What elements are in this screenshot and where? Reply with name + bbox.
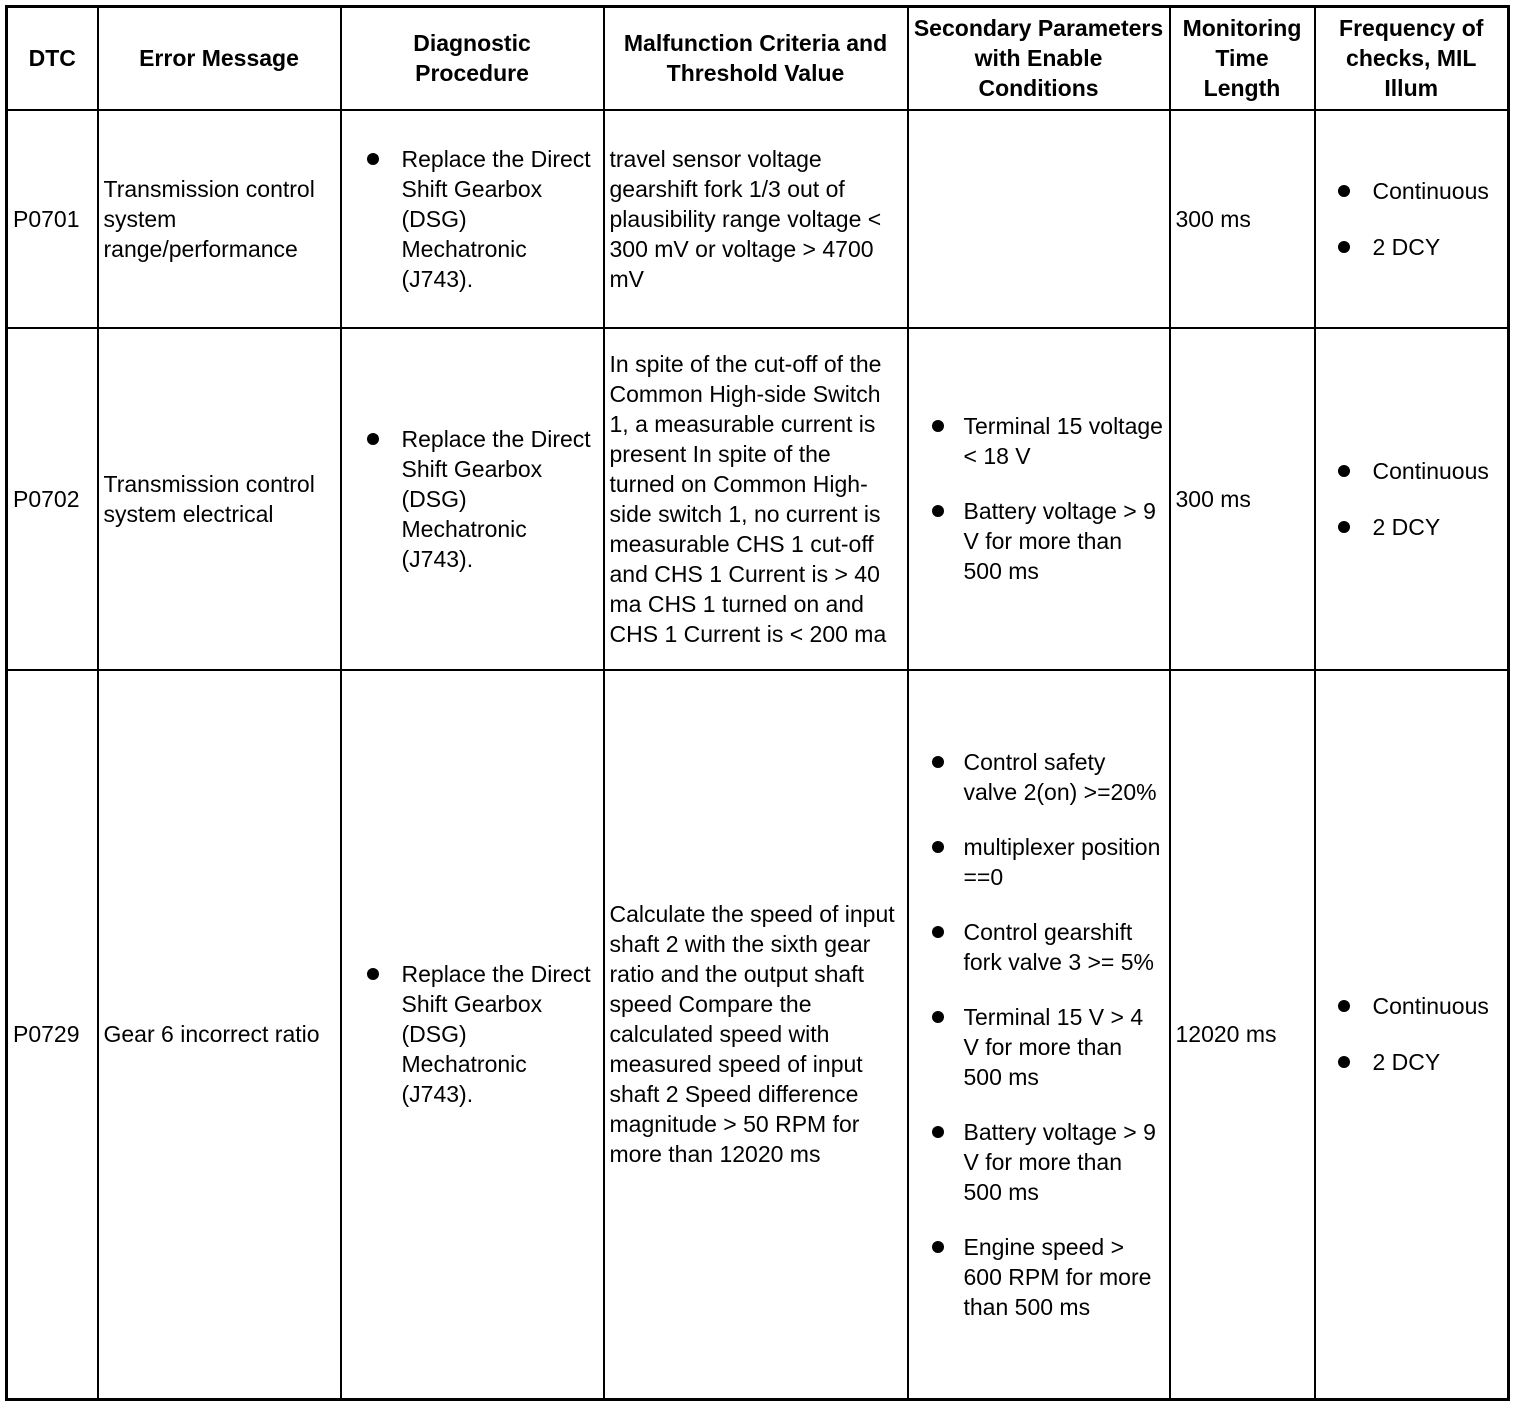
header-monitoring-time: Monitoring Time Length bbox=[1170, 7, 1315, 110]
procedure-item: Replace the Direct Shift Gearbox (DSG) Mechatronic (J743). bbox=[347, 424, 598, 574]
frequency-list bbox=[1321, 456, 1503, 542]
header-error-message: Error Message bbox=[98, 7, 341, 110]
secondary-parameters-cell bbox=[908, 110, 1170, 328]
dtc-code: P0729 bbox=[7, 670, 98, 1400]
frequency-list bbox=[1321, 176, 1503, 262]
monitoring-time: 12020 ms bbox=[1170, 670, 1315, 1400]
error-message: Gear 6 incorrect ratio bbox=[98, 670, 341, 1400]
procedure-list bbox=[347, 424, 598, 574]
dtc-code: P0702 bbox=[7, 328, 98, 670]
secondary-item: Control safety valve 2(on) >=20% bbox=[914, 747, 1164, 807]
table-row bbox=[7, 110, 1509, 328]
table-row bbox=[7, 670, 1509, 1400]
header-row bbox=[7, 7, 1509, 110]
diagnostic-procedure-cell bbox=[341, 670, 604, 1400]
frequency-cell bbox=[1315, 670, 1509, 1400]
header-frequency: Frequency of checks, MIL Illum bbox=[1315, 7, 1509, 110]
secondary-item: Battery voltage > 9 V for more than 500 ms bbox=[914, 496, 1164, 586]
procedure-list bbox=[347, 959, 598, 1109]
header-secondary-parameters: Secondary Parameters with Enable Conditions bbox=[908, 7, 1170, 110]
frequency-item: Continuous bbox=[1321, 456, 1503, 486]
secondary-item: multiplexer position ==0 bbox=[914, 832, 1164, 892]
frequency-cell bbox=[1315, 328, 1509, 670]
procedure-item: Replace the Direct Shift Gearbox (DSG) Mechatronic (J743). bbox=[347, 959, 598, 1109]
header-malfunction-criteria: Malfunction Criteria and Threshold Value bbox=[604, 7, 908, 110]
secondary-list bbox=[914, 411, 1164, 586]
monitoring-time: 300 ms bbox=[1170, 110, 1315, 328]
malfunction-criteria: travel sensor voltage gearshift fork 1/3 out of plausibility range voltage < 300 mV or voltage > 4700 mV bbox=[604, 110, 908, 328]
secondary-item: Terminal 15 V > 4 V for more than 500 ms bbox=[914, 1002, 1164, 1092]
frequency-cell bbox=[1315, 110, 1509, 328]
procedure-list bbox=[347, 144, 598, 294]
table-row bbox=[7, 328, 1509, 670]
secondary-parameters-cell bbox=[908, 328, 1170, 670]
frequency-list bbox=[1321, 991, 1503, 1077]
secondary-list bbox=[914, 747, 1164, 1322]
frequency-item: 2 DCY bbox=[1321, 1047, 1503, 1077]
frequency-item: Continuous bbox=[1321, 176, 1503, 206]
frequency-item: 2 DCY bbox=[1321, 232, 1503, 262]
secondary-parameters-cell bbox=[908, 670, 1170, 1400]
error-message: Transmission control system electrical bbox=[98, 328, 341, 670]
procedure-item: Replace the Direct Shift Gearbox (DSG) Mechatronic (J743). bbox=[347, 144, 598, 294]
header-diagnostic-procedure: Diagnostic Procedure bbox=[341, 7, 604, 110]
header-dtc: DTC bbox=[7, 7, 98, 110]
secondary-item: Terminal 15 voltage < 18 V bbox=[914, 411, 1164, 471]
secondary-item: Engine speed > 600 RPM for more than 500 ms bbox=[914, 1232, 1164, 1322]
malfunction-criteria: In spite of the cut-off of the Common High-side Switch 1, a measurable current is present In spite of the turned on Common High-side switch 1, no current is measurable CHS 1 cut-off and CHS 1 Current is > 40 ma CHS 1 turned on and CHS 1 Current is < 200 ma bbox=[604, 328, 908, 670]
malfunction-criteria: Calculate the speed of input shaft 2 with the sixth gear ratio and the output shaft speed Compare the calculated speed with measured speed of input shaft 2 Speed difference magnitude > 50 RPM for more than 12020 ms bbox=[604, 670, 908, 1400]
secondary-item: Control gearshift fork valve 3 >= 5% bbox=[914, 917, 1164, 977]
diagnostic-procedure-cell bbox=[341, 110, 604, 328]
secondary-item: Battery voltage > 9 V for more than 500 ms bbox=[914, 1117, 1164, 1207]
diagnostic-procedure-cell bbox=[341, 328, 604, 670]
frequency-item: Continuous bbox=[1321, 991, 1503, 1021]
error-message: Transmission control system range/performance bbox=[98, 110, 341, 328]
dtc-table bbox=[5, 5, 1510, 1401]
frequency-item: 2 DCY bbox=[1321, 512, 1503, 542]
dtc-code: P0701 bbox=[7, 110, 98, 328]
monitoring-time: 300 ms bbox=[1170, 328, 1315, 670]
